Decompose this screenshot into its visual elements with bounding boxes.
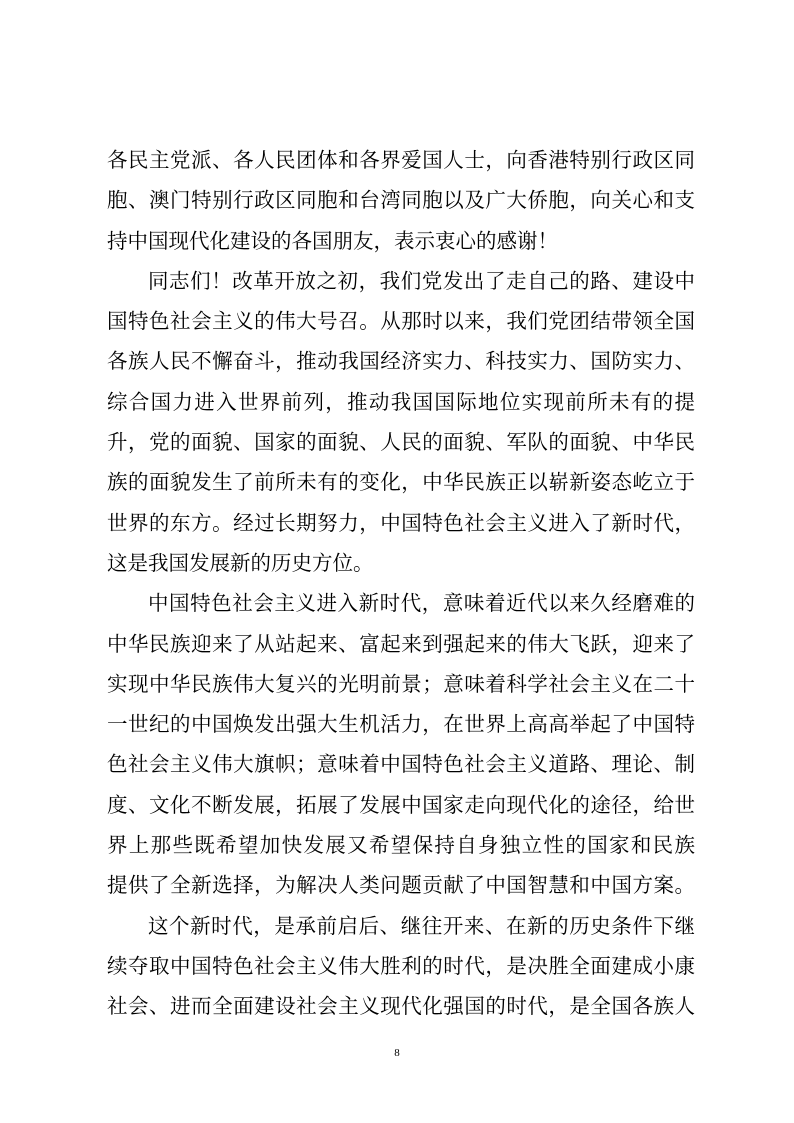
text-line: 持中国现代化建设的各国朋友，表示衷心的感谢！ (107, 228, 558, 253)
text-line: 升，党的面貌、国家的面貌、人民的面貌、军队的面貌、中华民 (107, 430, 695, 455)
text-line: 社会、进而全面建设社会主义现代化强国的时代，是全国各族人 (107, 994, 695, 1019)
paragraph-first-line: 中国特色社会主义进入新时代，意味着近代以来久经磨难的 (148, 591, 695, 616)
text-line: 各族人民不懈奋斗，推动我国经济实力、科技实力、国防实力、 (107, 349, 695, 374)
text-line: 这是我国发展新的历史方位。 (107, 550, 374, 575)
text-line: 度、文化不断发展，拓展了发展中国家走向现代化的途径，给世 (107, 792, 695, 817)
paragraph-first-line: 同志们！改革开放之初，我们党发出了走自己的路、建设中 (148, 268, 695, 293)
text-line: 各民主党派、各人民团体和各界爱国人士，向香港特别行政区同 (107, 148, 695, 172)
text-line: 界上那些既希望加快发展又希望保持自身独立性的国家和民族 (107, 833, 695, 858)
body-text (107, 140, 695, 1027)
text-line: 提供了全新选择，为解决人类问题贡献了中国智慧和中国方案。 (107, 873, 695, 898)
text-line: 续夺取中国特色社会主义伟大胜利的时代，是决胜全面建成小康 (107, 953, 695, 978)
text-line: 国特色社会主义的伟大号召。从那时以来，我们党团结带领全国 (107, 309, 695, 334)
text-line: 一世纪的中国焕发出强大生机活力，在世界上高高举起了中国特 (107, 712, 695, 737)
text-line: 世界的东方。经过长期努力，中国特色社会主义进入了新时代， (107, 510, 695, 535)
text-line: 色社会主义伟大旗帜；意味着中国特色社会主义道路、理论、制 (107, 752, 695, 777)
paragraph-first-line: 这个新时代，是承前启后、继往开来、在新的历史条件下继 (148, 913, 695, 938)
text-line: 中华民族迎来了从站起来、富起来到强起来的伟大飞跃，迎来了 (107, 631, 695, 656)
text-line: 综合国力进入世界前列，推动我国国际地位实现前所未有的提 (107, 389, 695, 414)
text-line: 实现中华民族伟大复兴的光明前景；意味着科学社会主义在二十 (107, 671, 695, 696)
page-number: 8 (394, 1047, 400, 1059)
text-line: 族的面貌发生了前所未有的变化，中华民族正以崭新姿态屹立于 (107, 470, 695, 495)
text-line: 胞、澳门特别行政区同胞和台湾同胞以及广大侨胞，向关心和支 (107, 188, 695, 213)
